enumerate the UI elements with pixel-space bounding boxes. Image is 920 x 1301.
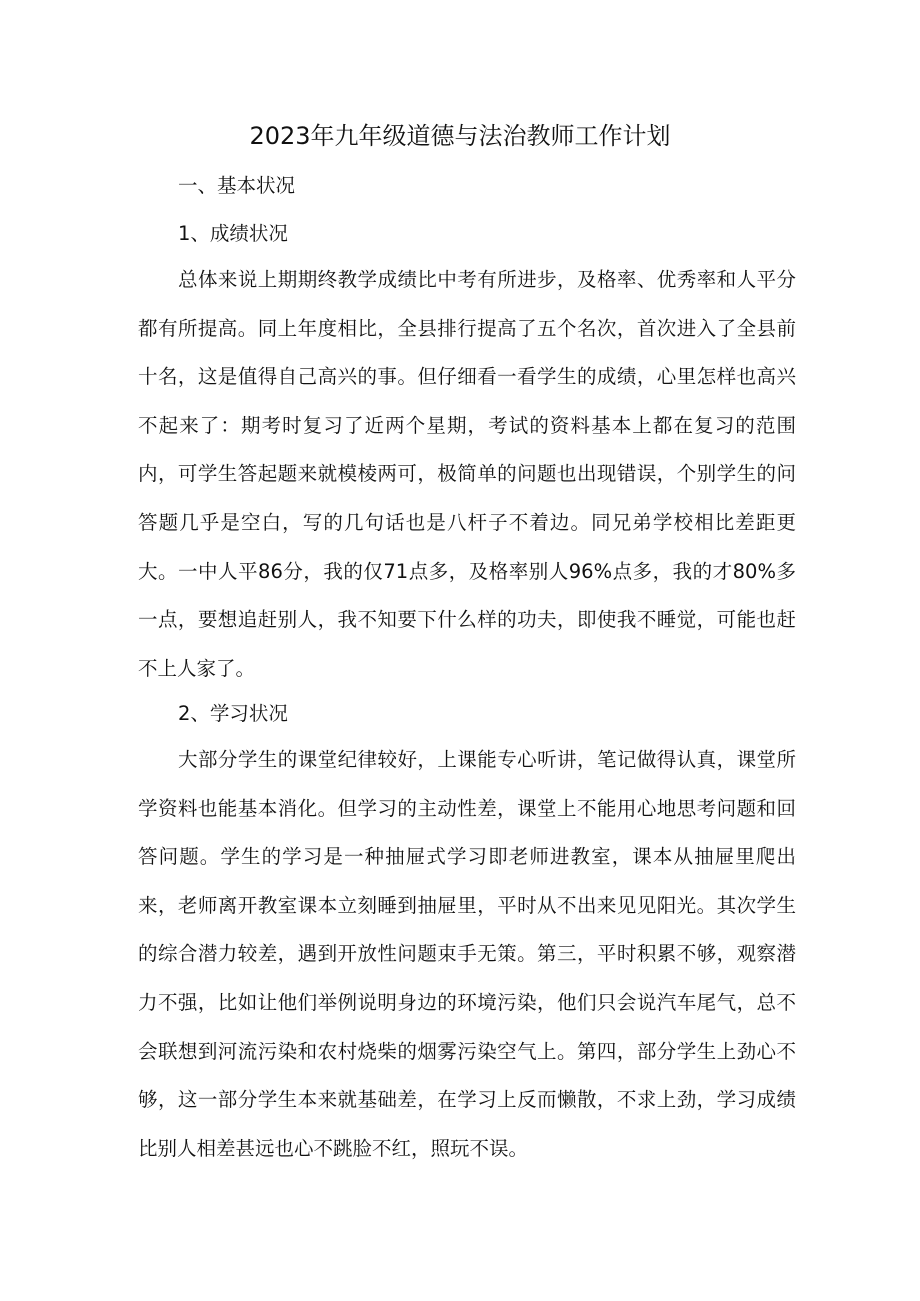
score-status-paragraph: 总体来说上期期终教学成绩比中考有所进步，及格率、优秀率和人平分都有所提高。同上年度相比，全县排行提高了五个名次，首次进入了全县前十名，这是值得自己高兴的事。但仔细看一看学生的成绩，心里怎样也高兴不起来了：期考时复习了近两个星期，考试的资料基本上都在复习的范围内，可学生答起题来就模棱两可，极简单的问题也出现错误，个别学生的问答题几乎是空白，写的几句话也是八杆子不着边。同兄弟学校相比差距更大。一中人平86分，我的仅71点多，及格率别人96%点多，我的才80%多一点，要想追赶别人，我不知要下什么样的功夫，即使我不睡觉，可能也赶不上人家了。 [138,268,796,680]
subsection-heading-learning-status: 2、学习状况 [178,702,288,725]
learning-status-paragraph: 大部分学生的课堂纪律较好，上课能专心听讲，笔记做得认真，课堂所学资料也能基本消化。但学习的主动性差，课堂上不能用心地思考问题和回答问题。学生的学习是一种抽屉式学习即老师进教室，课本从抽屉里爬出来，老师离开教室课本立刻睡到抽屉里，平时从不出来见见阳光。其次学生的综合潜力较差，遇到开放性问题束手无策。第三，平时积累不够，观察潜力不强，比如让他们举例说明身边的环境污染，他们只会说汽车尾气，总不会联想到河流污染和农村烧柴的烟雾污染空气上。第四，部分学生上劲心不够，这一部分学生本来就基础差，在学习上反而懒散，不求上劲，学习成绩比别人相差甚远也心不跳脸不红，照玩不误。 [138,748,796,1160]
document-title: 2023年九年级道德与法治教师工作计划 [249,122,671,150]
learning-status-paragraph-block [138,736,796,1173]
score-status-paragraph-block [138,256,796,693]
section-heading-basic-status: 一、基本状况 [178,174,296,197]
subsection-heading-score-status: 1、成绩状况 [178,222,288,245]
